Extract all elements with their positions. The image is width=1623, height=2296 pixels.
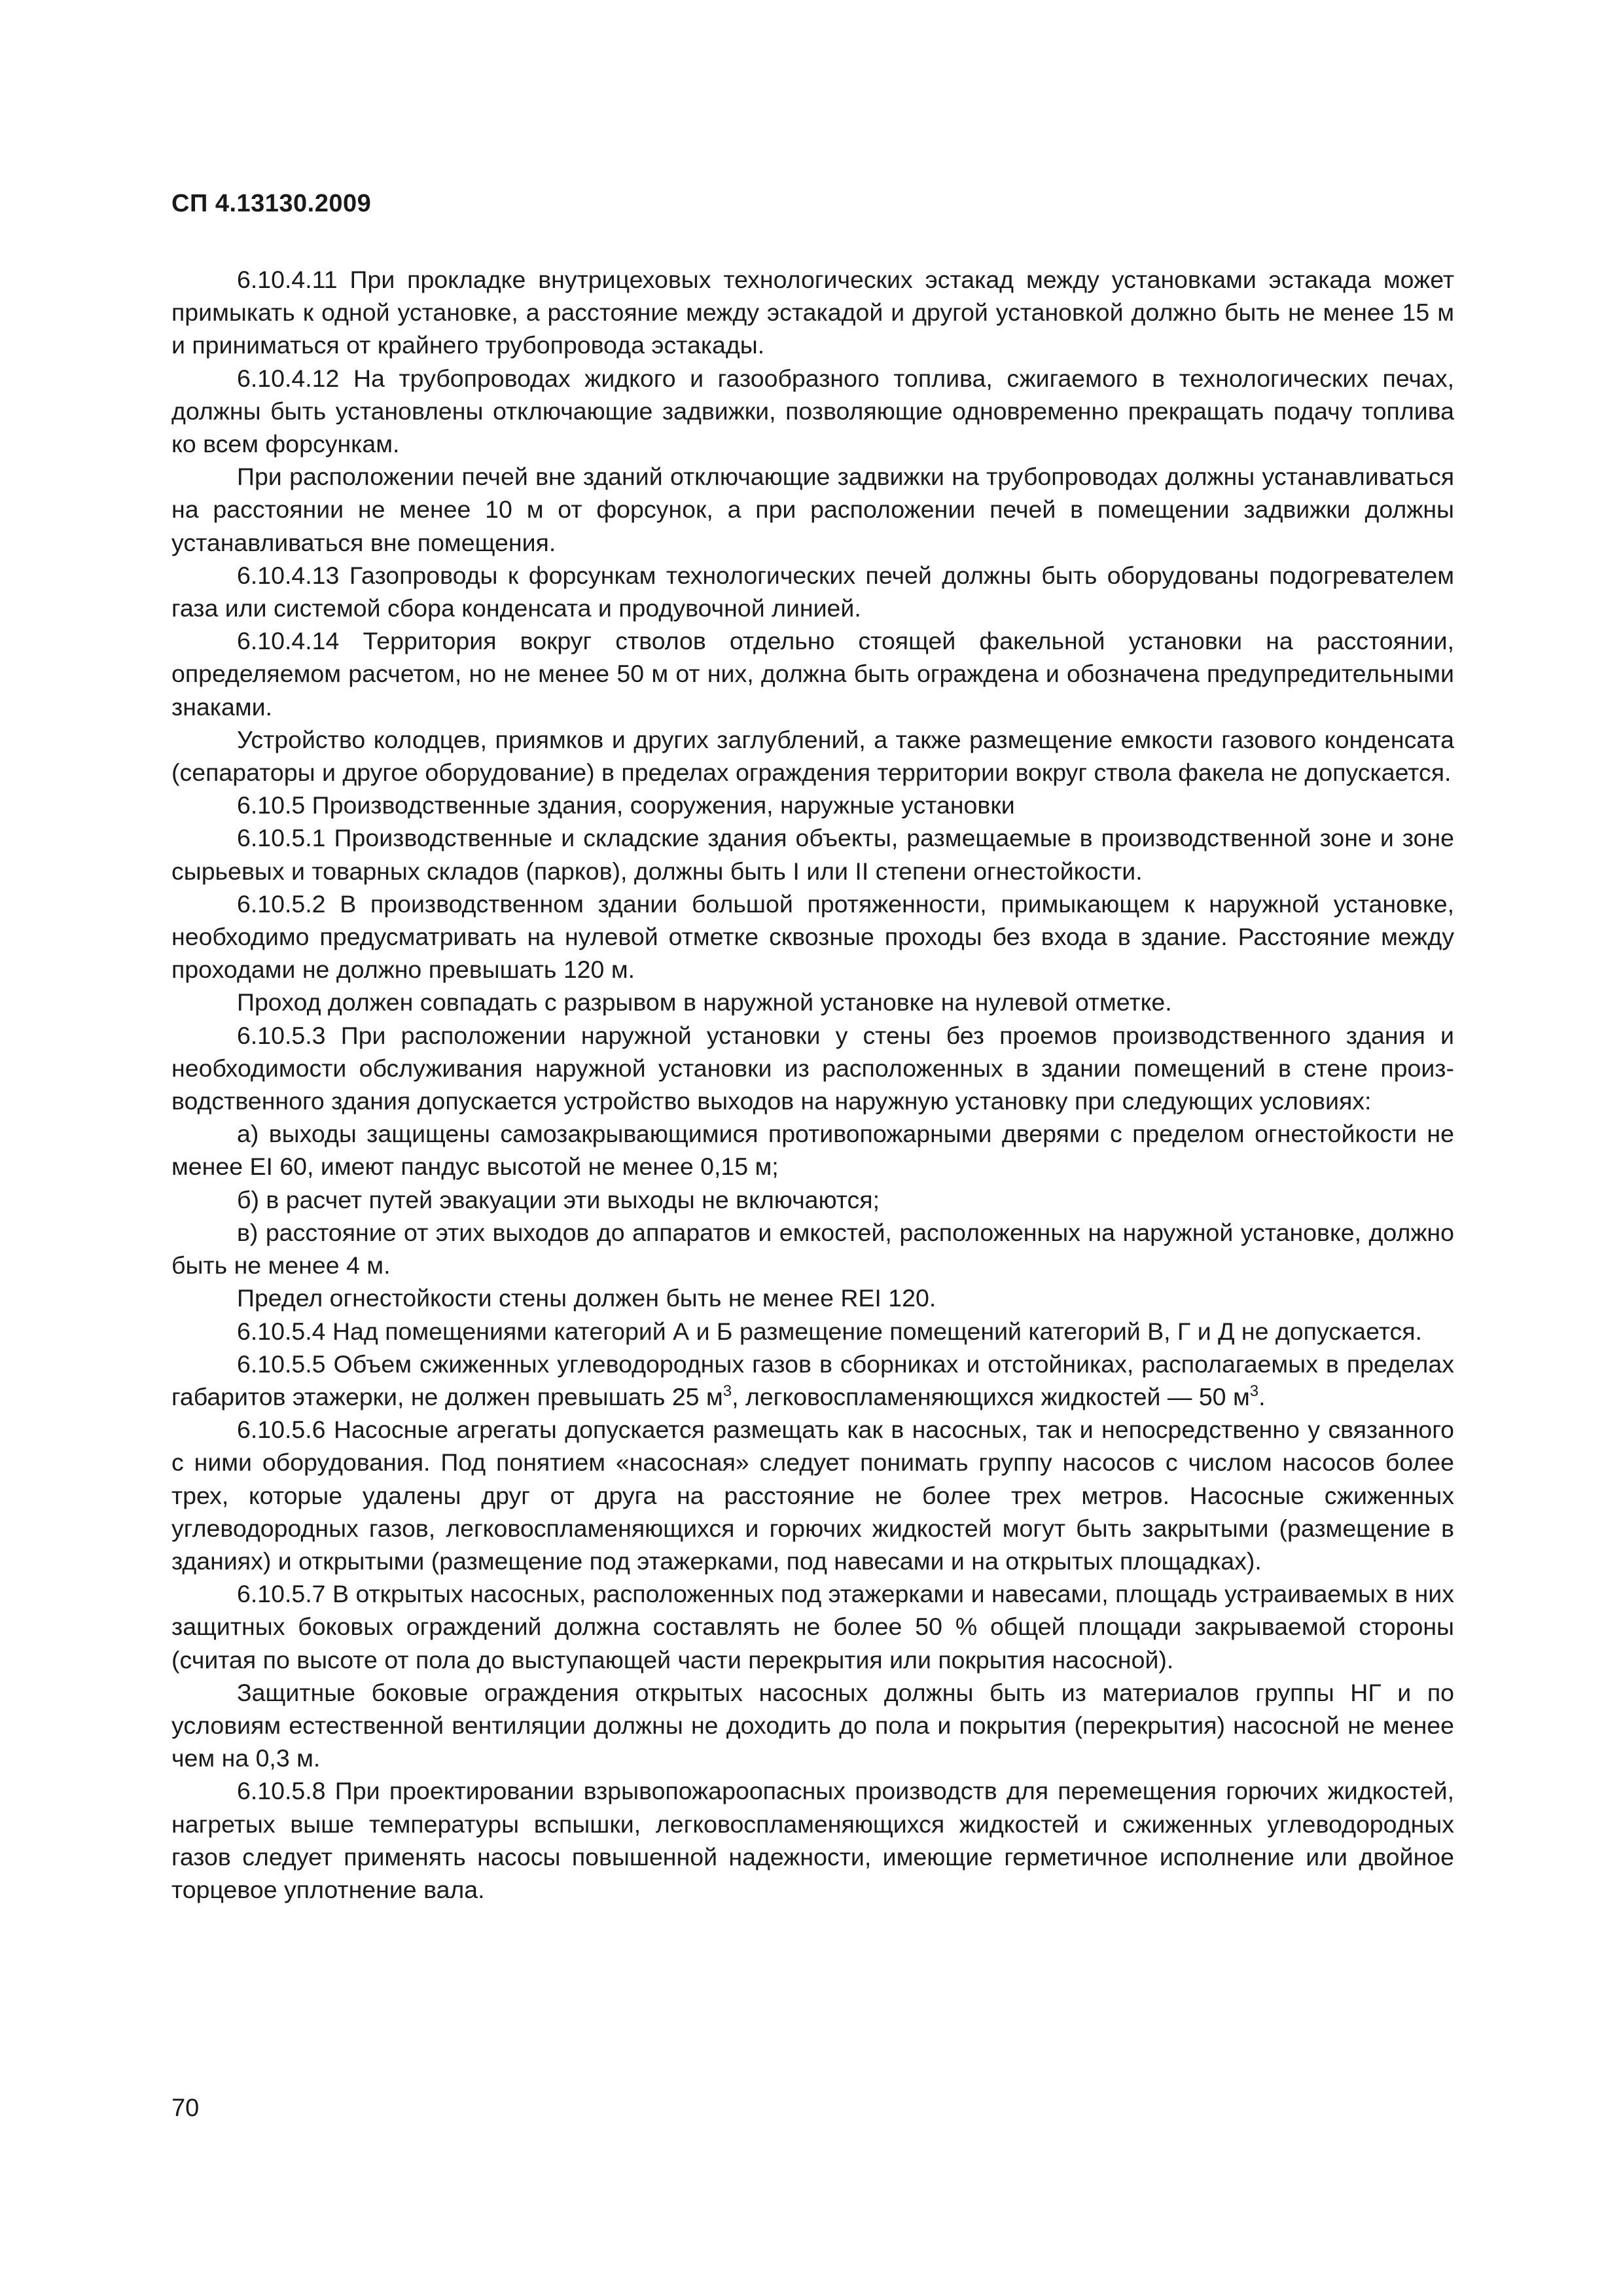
paragraph-6-10-5-2: 6.10.5.2 В производственном здании большой протяженности, примыкающем к наружной установке, необходимо предусматривать на нулевой отметке сквозные проходы без входа в здание. Расстояние между проходами не должно превышать 120 м. — [171, 889, 1454, 984]
superscript-cubic-a: 3 — [722, 1382, 732, 1400]
paragraph-side-barriers: Защитные боковые ограждения открытых насосных должны быть из материалов группы НГ и по условиям естественной вентиляции должны не доходить до пола и покрытия (перекрытия) насосной не менее чем на 0,3 м. — [171, 1678, 1454, 1772]
paragraph-6-10-5: 6.10.5 Производственные здания, сооружения, наружные установки — [237, 791, 1015, 819]
paragraph-6-10-5-5-text-a: 6.10.5.5 Объем сжиженных углеводородных газов в сборниках и отстойниках, располагаемых в пределах габаритов этажерки, не должен превышать 25 м — [171, 1350, 1454, 1410]
paragraph-6-10-4-11: 6.10.4.11 При прокладке внутрицеховых технологических эстакад между установками эстакада может примыкать к одной установке, а расстояние между эстакадой и другой установкой должно быть не менее 15 м и приниматься от крайнего трубопровода эстакады. — [171, 266, 1454, 359]
superscript-cubic-b: 3 — [1249, 1382, 1259, 1400]
list-item-v: в) расстояние от этих выходов до аппаратов и емкостей, расположенных на наружной установке, должно быть не менее 4 м. — [171, 1218, 1454, 1280]
paragraph-furnace-valves: При расположении печей вне зданий отключающие задвижки на трубопроводах должны устанавливаться на расстоянии не менее 10 м от форсунок, а при расположении печей в помещении задвижки должны устанавливаться вне помещения. — [171, 463, 1454, 556]
paragraph-6-10-4-14: 6.10.4.14 Территория вокруг стволов отдельно стоящей факельной установки на расстоянии, определяемом расчетом, но не менее 50 м от них, должна быть ограждена и обозначена предупредительными знаками. — [171, 627, 1454, 721]
paragraph-passage: Проход должен совпадать с разрывом в наружной установке на нулевой отметке. — [237, 988, 1172, 1016]
list-item-b: б) в расчет путей эвакуации эти выходы не включаются; — [237, 1185, 880, 1213]
paragraph-6-10-5-6: 6.10.5.6 Насосные агрегаты допускается размещать как в насосных, так и непосредственно у связанного с ними оборудования. Под понятием «насосная» следует понимать группу насосов с числом насосов более трех, которые удалены друг от друга на расстояние не более трех метров. Насосные сжиженных углеводородных газов, легковоспламеняющихся и горючих жидкостей могут быть закрытыми (размещение в зданиях) и открытыми (размещение под этажерками, под навесами и на открытых площадках). — [171, 1416, 1454, 1575]
paragraph-6-10-5-8: 6.10.5.8 При проектировании взрывопожароопасных производств для перемещения горючих жидкостей, нагретых выше температуры вспышки, легковоспламеняющихся жидкостей и сжиженных углеводородных газов следует применять насосы повышенной надежности, имеющие герметичное исполнение или двойное торцевое уплотнение вала. — [171, 1777, 1454, 1903]
list-item-a: а) выходы защищены самозакрывающимися противопожарными дверями с пределом огнестойкости не менее EI 60, имеют пандус высотой не менее 0,15 м; — [171, 1120, 1454, 1181]
paragraph-6-10-5-5-text-c: . — [1258, 1382, 1266, 1410]
paragraph-6-10-4-13: 6.10.4.13 Газопроводы к форсункам технологических печей должны быть оборудованы подогревателем газа или системой сбора конденсата и продувочной линией. — [171, 561, 1454, 622]
page-number: 70 — [171, 2094, 200, 2122]
paragraph-flare-area: Устройство колодцев, приямков и других заглублений, а также размещение емкости газового конденсата (сепараторы и другое оборудование) в пределах ограждения территории вокруг ствола факела не допускается. — [171, 725, 1454, 787]
document-code-header: СП 4.13130.2009 — [171, 190, 372, 217]
paragraph-6-10-4-12: 6.10.4.12 На трубопроводах жидкого и газообразного топлива, сжигаемого в технологических печах, должны быть установлены отключающие задвижки, позволяющие одновременно прекращать подачу топлива ко всем форсункам. — [171, 364, 1454, 458]
paragraph-6-10-5-3: 6.10.5.3 При расположении наружной установки у стены без проемов производственного здания и необходимости обслуживания наружной установки из расположенных в здании помещений в стене производственного здания допускается устройство выходов на наружную установку при следующих условиях: — [171, 1021, 1454, 1115]
paragraph-6-10-5-4: 6.10.5.4 Над помещениями категорий А и Б размещение помещений категорий В, Г и Д не допускается. — [237, 1317, 1422, 1345]
paragraph-wall-fire-resistance: Предел огнестойкости стены должен быть не менее REI 120. — [237, 1284, 936, 1312]
paragraph-6-10-5-7: 6.10.5.7 В открытых насосных, расположенных под этажерками и навесами, площадь устраиваемых в них защитных боковых ограждений должна составлять не более 50 % общей площади закрываемой стороны (считая по высоте от пола до выступающей части перекрытия или покрытия насосной). — [171, 1580, 1454, 1674]
paragraph-6-10-5-5 — [171, 1348, 1454, 1413]
paragraph-6-10-5-1: 6.10.5.1 Производственные и складские здания объекты, размещаемые в производственной зоне и зоне сырьевых и товарных складов (парков), должны быть I или II степени огнестойкости. — [171, 824, 1454, 885]
paragraph-6-10-5-5-text-b: , легковоспламеняющихся жидкостей — 50 м — [732, 1382, 1250, 1410]
page-body — [171, 263, 1454, 1906]
